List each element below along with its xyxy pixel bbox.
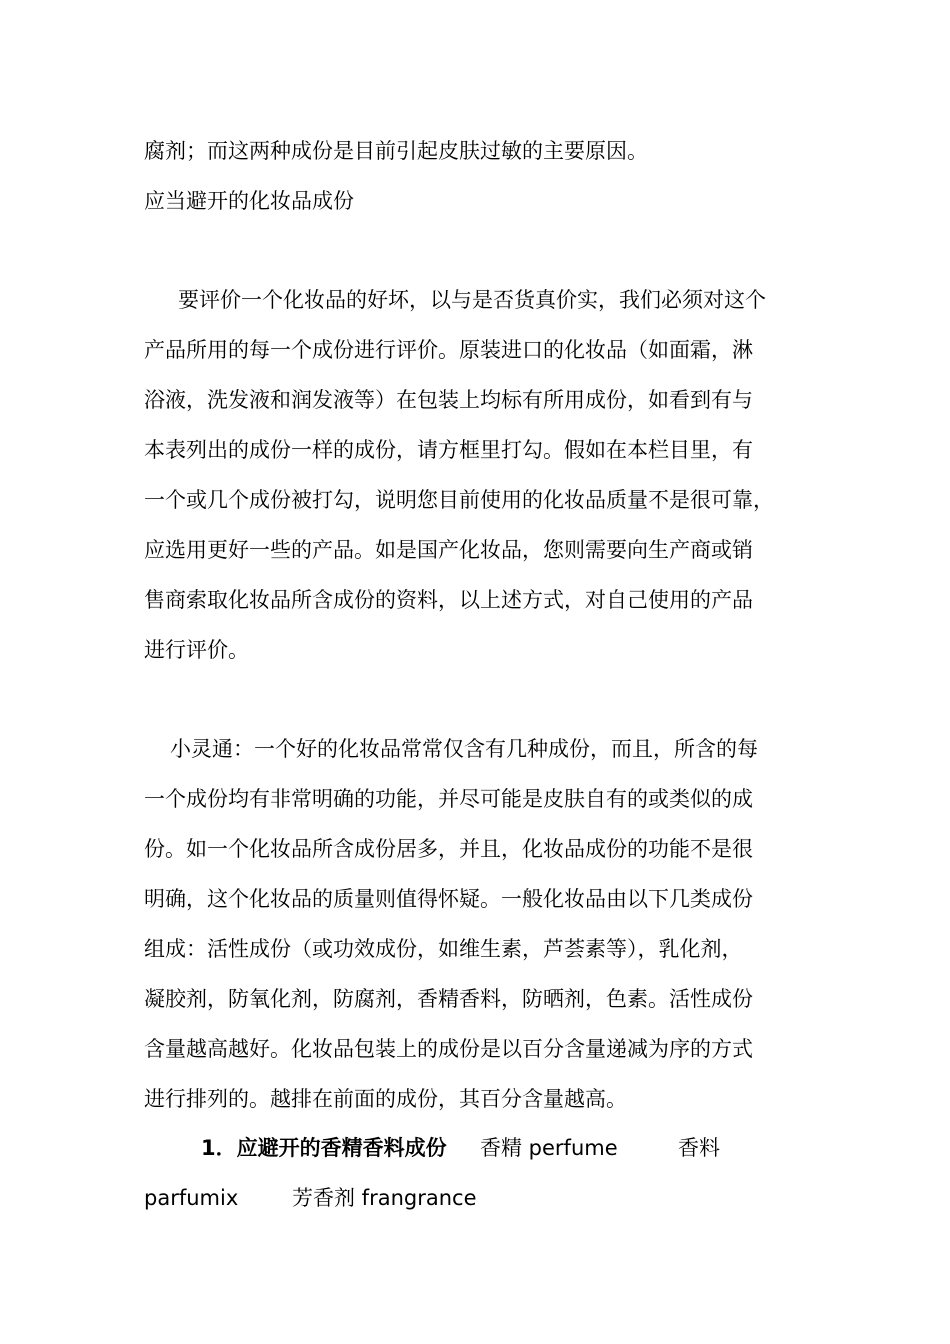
paragraph-line: 小灵通：一个好的化妆品常常仅含有几种成份，而且，所含的每 (170, 737, 758, 761)
ingredient-item: 香精 perfume (480, 1136, 618, 1160)
paragraph-line: 一个或几个成份被打勾，说明您目前使用的化妆品质量不是很可靠， (144, 488, 774, 512)
ingredient-item: parfumix (144, 1186, 239, 1210)
paragraph-line: 售商索取化妆品所含成份的资料，以上述方式，对自己使用的产品 (144, 588, 753, 612)
paragraph-line: 含量越高越好。化妆品包装上的成份是以百分含量递减为序的方式 (144, 1037, 753, 1061)
paragraph-line: 份。如一个化妆品所含成份居多，并且，化妆品成份的功能不是很 (144, 837, 753, 861)
paragraph-line: 一个成份均有非常明确的功能，并尽可能是皮肤自有的或类似的成 (144, 787, 753, 811)
section-heading: 应当避开的化妆品成份 (144, 189, 354, 213)
paragraph-line: 产品所用的每一个成份进行评价。原装进口的化妆品（如面霜，淋 (144, 338, 753, 362)
paragraph-line: 明确，这个化妆品的质量则值得怀疑。一般化妆品由以下几类成份 (144, 887, 753, 911)
intro-line: 腐剂；而这两种成份是目前引起皮肤过敏的主要原因。 (144, 139, 648, 163)
paragraph-line: 进行排列的。越排在前面的成份，其百分含量越高。 (144, 1087, 627, 1111)
paragraph-line: 组成：活性成份（或功效成份，如维生素，芦荟素等），乳化剂， (144, 937, 743, 961)
paragraph-line: 应选用更好一些的产品。如是国产化妆品，您则需要向生产商或销 (144, 538, 753, 562)
ingredient-item: 香料 (678, 1136, 720, 1160)
section-title: 1．应避开的香精香料成份 (201, 1136, 447, 1160)
paragraph-line: 进行评价。 (144, 638, 249, 662)
paragraph-line: 凝胶剂，防氧化剂，防腐剂，香精香料，防晒剂，色素。活性成份 (144, 987, 753, 1011)
ingredient-item: 芳香剂 frangrance (292, 1186, 477, 1210)
paragraph-line: 要评价一个化妆品的好坏，以与是否货真价实，我们必须对这个 (178, 288, 766, 312)
paragraph-line: 本表列出的成份一样的成份，请方框里打勾。假如在本栏目里，有 (144, 438, 753, 462)
paragraph-line: 浴液，洗发液和润发液等）在包装上均标有所用成份，如看到有与 (144, 388, 753, 412)
